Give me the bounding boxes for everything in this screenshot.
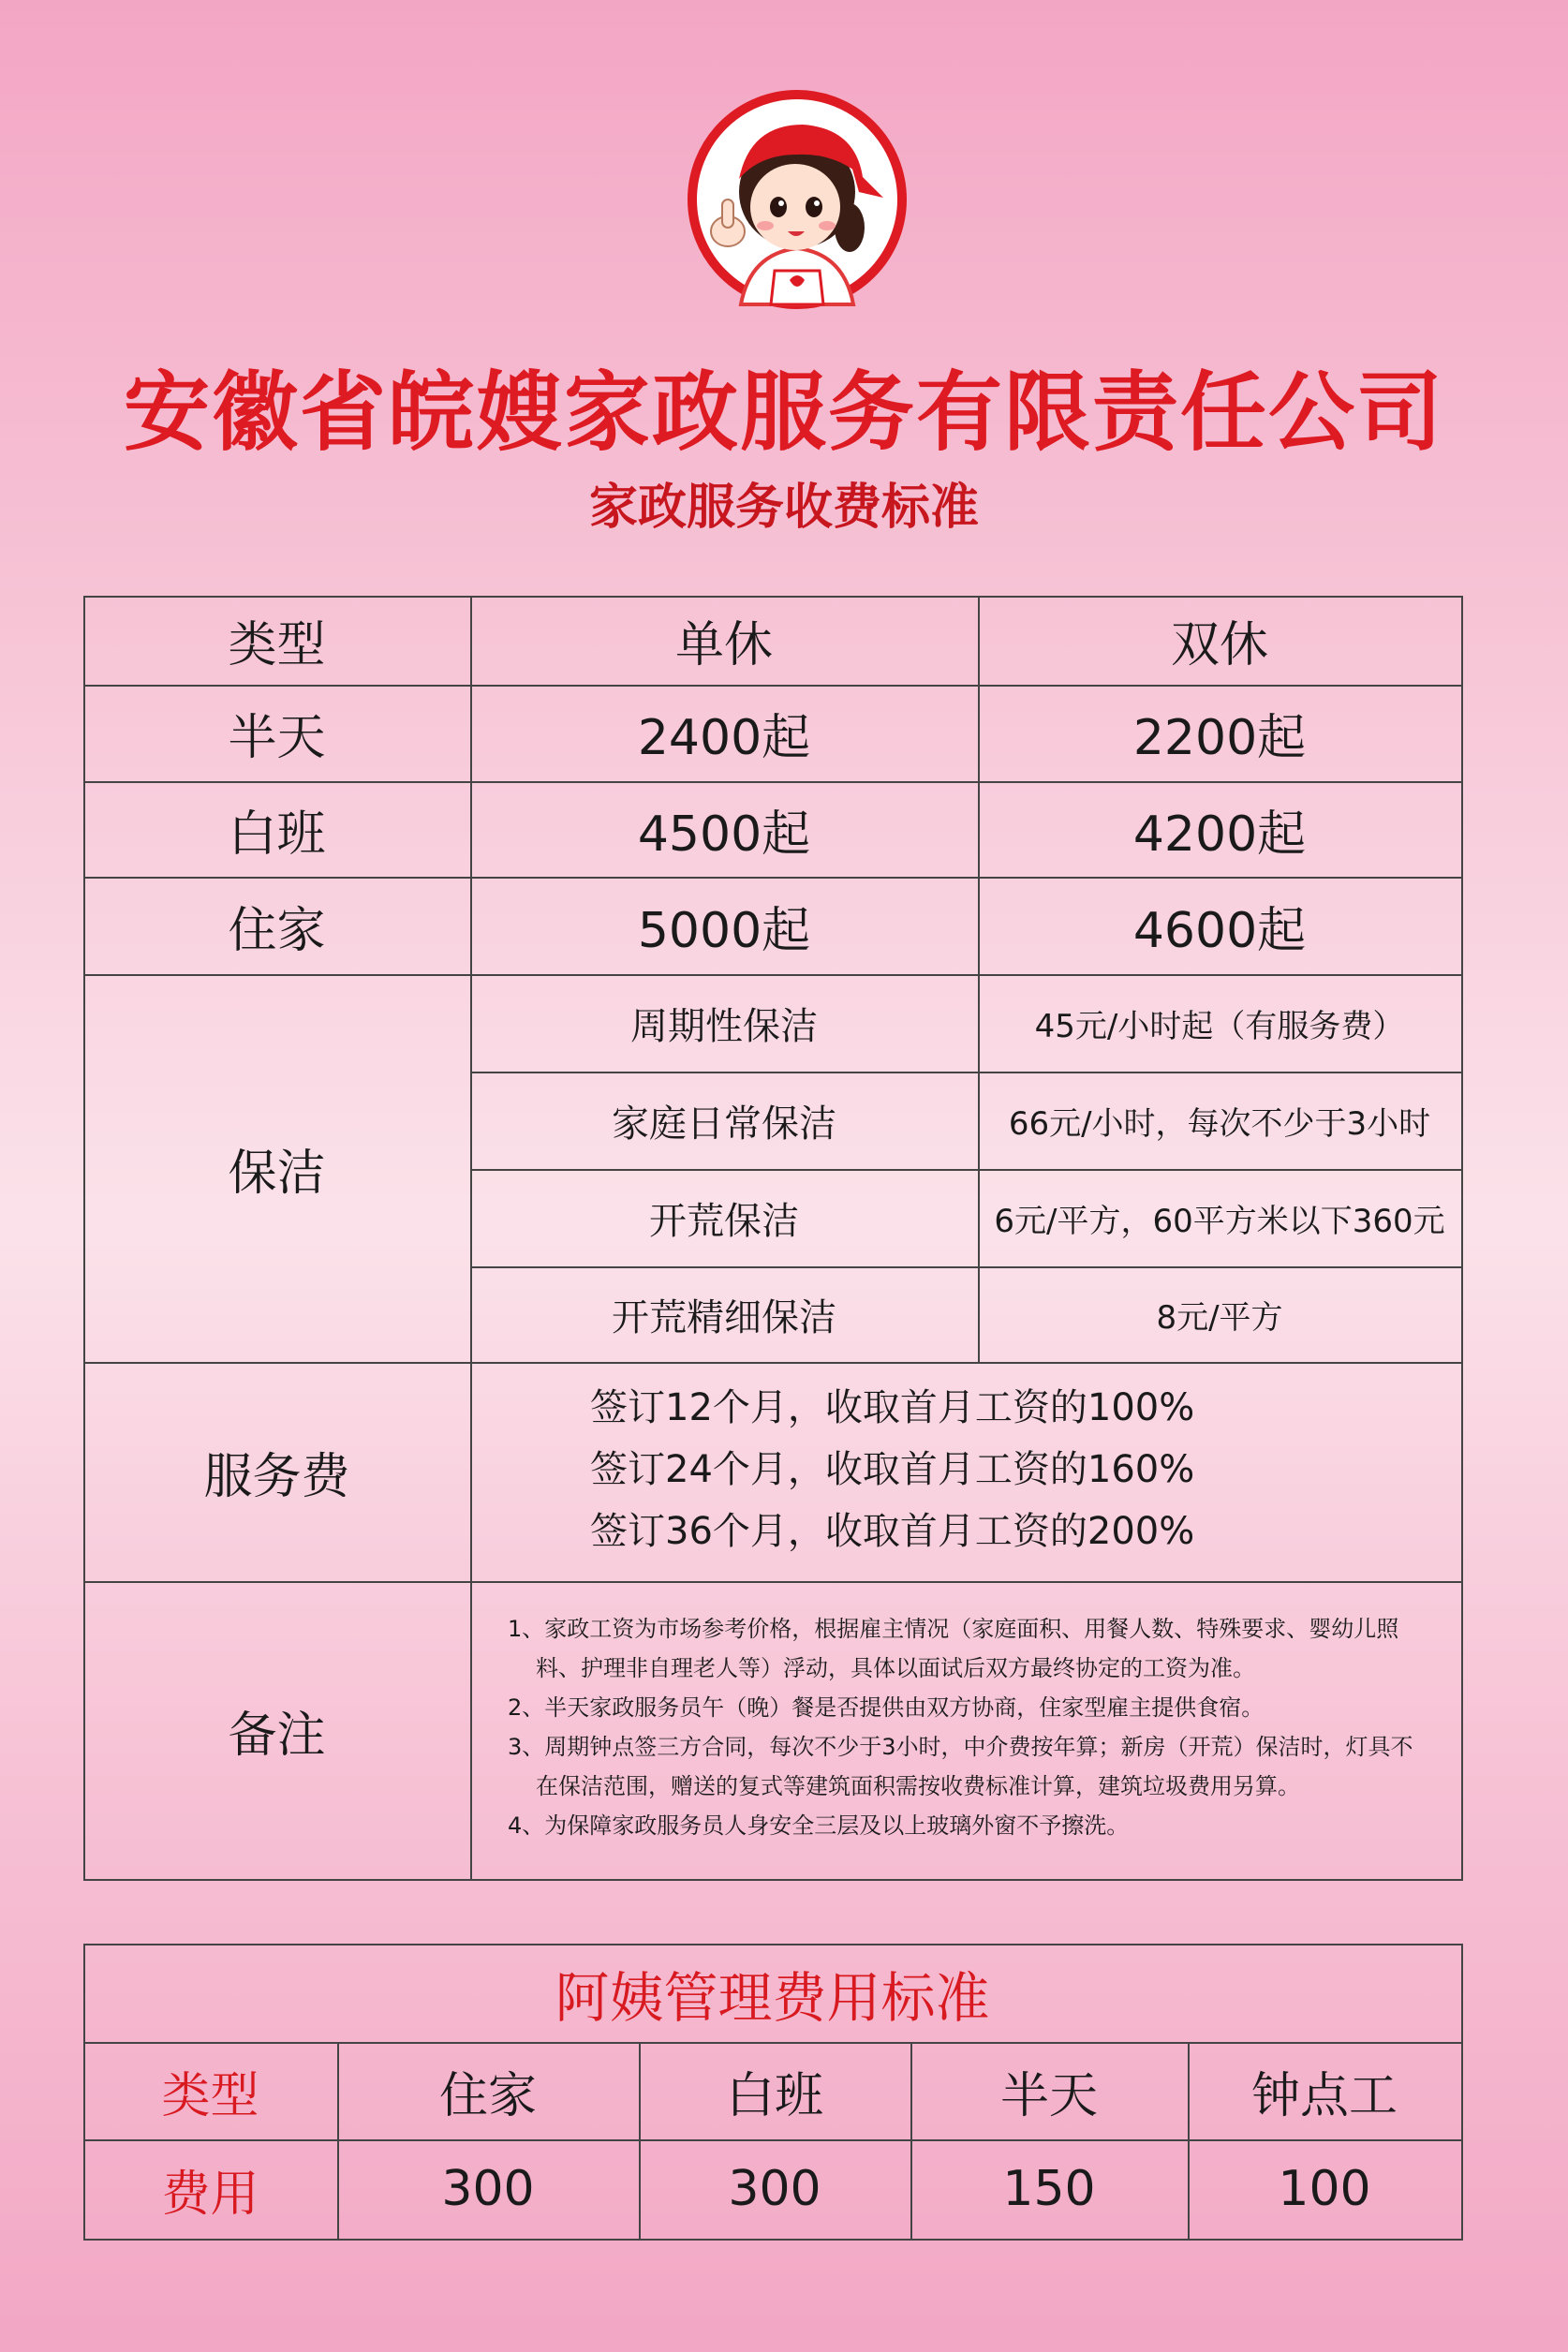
management-table-title: 阿姨管理费用标准: [83, 1944, 1463, 2044]
remark-line: 4、为保障家政服务员人身安全三层及以上玻璃外窗不予擦洗。: [508, 1812, 1130, 1839]
row-double-price: 2200起: [978, 685, 1463, 783]
header-double-rest: 双休: [978, 596, 1463, 687]
cleaning-item-price: 45元/小时起（有服务费）: [978, 974, 1463, 1073]
header-type: 类型: [83, 596, 472, 687]
service-fee-line: 签订24个月，收取首月工资的160%: [590, 1448, 1195, 1491]
row-single-price: 4500起: [470, 781, 980, 879]
remark-line: 料、护理非自理老人等）浮动，具体以面试后双方最终协定的工资为准。: [536, 1655, 1255, 1681]
row-type: 住家: [83, 877, 472, 976]
mgmt-row-label-fee: 费用: [83, 2139, 339, 2241]
cleaning-item-name: 开荒保洁: [470, 1169, 980, 1268]
cleaning-item-price: 6元/平方，60平方米以下360元: [978, 1169, 1463, 1268]
mgmt-column-header: 白班: [639, 2042, 912, 2141]
mgmt-fee-value: 150: [910, 2139, 1190, 2241]
remarks-details: [470, 1581, 1463, 1881]
row-single-price: 2400起: [470, 685, 980, 783]
service-fee-line: 签订12个月，收取首月工资的100%: [590, 1386, 1195, 1429]
row-double-price: 4200起: [978, 781, 1463, 879]
remark-line: 3、周期钟点签三方合同，每次不少于3小时，中介费按年算；新房（开荒）保洁时，灯具不: [508, 1734, 1413, 1760]
mgmt-column-header: 住家: [337, 2042, 641, 2141]
cleaning-label: 保洁: [83, 974, 472, 1364]
row-type: 半天: [83, 685, 472, 783]
cleaning-item-price: 8元/平方: [978, 1266, 1463, 1364]
cleaning-item-name: 开荒精细保洁: [470, 1266, 980, 1364]
mgmt-row-label-type: 类型: [83, 2042, 339, 2141]
service-fee-line: 签订36个月，收取首月工资的200%: [590, 1510, 1195, 1553]
company-name: 安徽省皖嫂家政服务有限责任公司: [123, 362, 1444, 463]
cleaning-item-name: 家庭日常保洁: [470, 1072, 980, 1171]
service-fee-details: [470, 1362, 1463, 1583]
remark-line: 在保洁范围，赠送的复式等建筑面积需按收费标准计算，建筑垃圾费用另算。: [536, 1773, 1300, 1799]
cleaning-item-name: 周期性保洁: [470, 974, 980, 1073]
row-single-price: 5000起: [470, 877, 980, 976]
mgmt-fee-value: 300: [337, 2139, 641, 2241]
page-subtitle: 家政服务收费标准: [588, 479, 979, 536]
mgmt-fee-value: 300: [639, 2139, 912, 2241]
remark-line: 2、半天家政服务员午（晚）餐是否提供由双方协商，住家型雇主提供食宿。: [508, 1694, 1265, 1721]
row-double-price: 4600起: [978, 877, 1463, 976]
mgmt-column-header: 半天: [910, 2042, 1190, 2141]
service-fee-label: 服务费: [83, 1362, 472, 1583]
row-type: 白班: [83, 781, 472, 879]
remarks-label: 备注: [83, 1581, 472, 1881]
housekeeper-mascot-icon: [685, 87, 910, 325]
mgmt-fee-value: 100: [1188, 2139, 1463, 2241]
header-single-rest: 单休: [470, 596, 980, 687]
mgmt-column-header: 钟点工: [1188, 2042, 1463, 2141]
remark-line: 1、家政工资为市场参考价格，根据雇主情况（家庭面积、用餐人数、特殊要求、婴幼儿照: [508, 1616, 1399, 1642]
cleaning-item-price: 66元/小时，每次不少于3小时: [978, 1072, 1463, 1171]
